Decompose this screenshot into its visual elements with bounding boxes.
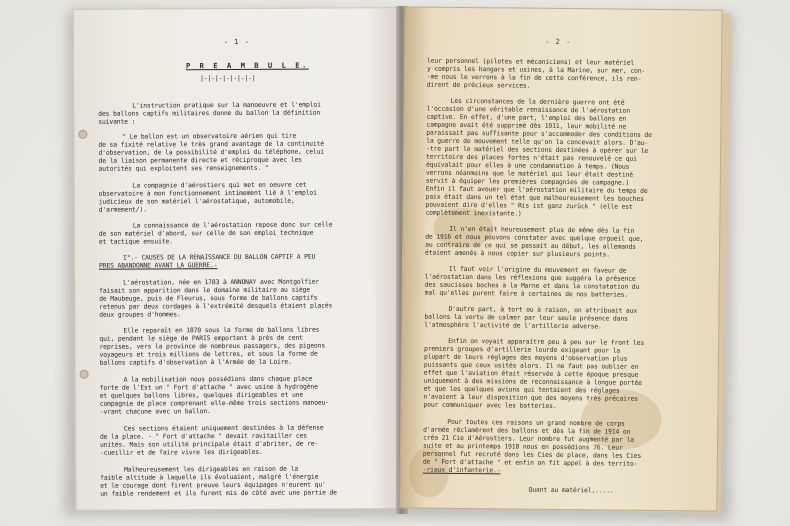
- page-number: - 1 -: [223, 37, 250, 47]
- closing-line: Quant au matériel,.....: [528, 485, 614, 495]
- text-line: -me nous le verrons à la fin de cette conférence, ils ren-: [426, 72, 642, 83]
- text-line: -riaux d'infanterie.-: [422, 465, 501, 475]
- text-line: deux groupes d'hommes.: [99, 310, 181, 319]
- text-line: au contraire de ce qui se passait au début, les allemands: [425, 240, 636, 251]
- text-line: Malheureusement les dirigeables en raison de la: [124, 464, 298, 474]
- text-line: dirent de précieux services.: [426, 80, 531, 90]
- text-line: servit à équiper les premières compagnies de campagne.): [425, 176, 630, 187]
- text-line: pour communiquer avec les batteries.: [423, 400, 557, 410]
- text-line: équivalait pour elles à une condamnation à temps. (Nous: [425, 160, 630, 171]
- text-line: mal qu'elles purent faire à certaines de nos batteries.: [424, 288, 629, 299]
- text-line: complètement inexistante.): [425, 208, 522, 218]
- title-decoration: |-|-|-|-|-|-|-|: [200, 73, 256, 83]
- text-line: étaient amenés à nous copier sur plusieurs points.: [425, 248, 610, 259]
- text-line: Enfin on voyait apparaître peu à peu sur le front les: [448, 336, 645, 347]
- text-line: Il n'en était heureusement plus de même dès la fin: [449, 224, 635, 235]
- text-line: paraissait pas suffisante pour s'accommoder des conditions de: [426, 128, 652, 139]
- text-line: effet que l'aviation était réservée à cette époque presque: [423, 368, 639, 379]
- text-line: L'aérostation, née en 1783 à ANNONAY avec Montgolfier: [123, 277, 320, 287]
- text-line: qui, pendant le siège de PARIS emportent à près de cent: [99, 333, 303, 343]
- text-line: suivante :: [98, 117, 136, 126]
- text-line: plupart de leurs réglages des moyens d'observation plus: [423, 352, 628, 363]
- text-line: de sa fixité relative le très grand avantage de la continuité: [98, 139, 324, 149]
- page-number: - 2 -: [545, 37, 572, 47]
- text-line: paix était dans un tel état que malheureusement les bouches: [425, 192, 644, 203]
- text-line: voyageurs et trois millions de lettres, et sous la forme de: [99, 349, 318, 359]
- text-line: la guerre de mouvement telle qu'on la concevait alors. D'au-: [426, 136, 649, 147]
- text-line: l'aérostation dans les réflexions que suggéra la présence: [424, 272, 636, 283]
- text-line: A la mobilisation nous possédions dans chaque place: [123, 374, 313, 384]
- text-line: l'occasion d'une véritable renaissance de l'aérostation: [426, 104, 630, 115]
- text-line: des saucisses boches à la Marne et dans la constatation du: [424, 280, 640, 291]
- text-line: judicieux de son matériel l'aérostatique, automobile,: [98, 196, 295, 206]
- text-line: de Maubeuge, puis de Fleurus, sous forme de ballons captifs: [99, 293, 318, 303]
- text-line: unités. Mais son utilité principale était d'abriter, de re-: [99, 439, 319, 449]
- text-line: de la liaison permanente directe et réciproque avec les: [98, 155, 302, 165]
- text-line: créa 21 Cie d'Aérostiers. Leur nombre fut augmenté par la: [423, 433, 634, 444]
- text-line: retenus par deux cordages à l'extrémité desquels étaient placés: [99, 301, 333, 311]
- text-line: et le courage dont firent preuve leurs équipages n'eurent qu': [100, 480, 326, 490]
- page-title: P R E A M B U L E.: [185, 60, 309, 71]
- text-line: n'avaient à leur disposition que des moyens très précaires: [423, 392, 639, 403]
- text-line: un faible rendement et ils furent mis de côté avec une partie de: [100, 488, 337, 498]
- text-line: de son matériel d'abord, sur celle de son emploi technique: [98, 228, 314, 238]
- text-line: et quelques ballons libres, quelques dirigeables et une: [99, 390, 304, 400]
- text-line: Elle reparaît en 1870 sous la forme de ballons libres: [123, 325, 320, 335]
- text-line: ballons la vertu de calmer par leur seule présence dans: [424, 312, 628, 323]
- text-line: de la place. - " Fort d'attache " devait ravitailler ces: [99, 431, 308, 441]
- text-line: d'armée réclamèrent des ballons et dès la fin de 1914 on: [423, 425, 631, 436]
- text-line: personnel fut recruté dans les Cies de place, dans les Cies: [422, 449, 642, 460]
- text-line: suite et au printemps 1918 nous en possédions 76. Leur: [422, 441, 623, 452]
- section-heading: PRES ABANDONNE AVANT LA GUERRE.-: [99, 261, 218, 270]
- text-line: puissants que ceux usités alors. Il ne faut pas oublier en: [423, 360, 639, 371]
- right-page: [399, 6, 722, 511]
- text-line: -vrant chacune avec un ballon.: [99, 407, 211, 416]
- text-line: -tre part le matériel des sections destinées à opérer sur le: [426, 144, 649, 155]
- text-line: premiers groupes d'artillerie lourde exigeant pour la: [424, 344, 621, 355]
- text-line: faisait son apparition dans le domaine militaire au siège: [99, 285, 310, 295]
- section-heading: I°.- CAUSES DE LA RENAISSANCE DU BALLON CAPTIF A PEU: [122, 252, 316, 262]
- text-line: captive. En effet, d'une part, l'emploi des ballons en: [426, 112, 627, 123]
- text-line: Pour toutes ces raisons un grand nombre de corps: [447, 417, 625, 428]
- text-line: compagnie de place comprenant elle-même trois sections manoeu-: [99, 398, 330, 408]
- text-line: " Le ballon est un observatoire aérien qui tire: [122, 131, 297, 141]
- text-line: l'atmosphère l'activité de l'artillerie adverse.: [424, 320, 602, 331]
- text-line: y compris les hangars et usines, à la Marine, sur mer, con-: [426, 64, 646, 75]
- text-line: Ces sections étaient uniquement destinées à la défense: [123, 423, 324, 433]
- text-line: uniquement à des missions de reconnaissance à longue portée: [423, 376, 642, 387]
- text-line: faible altitude à laquelle ils évoluaient, malgré l'énergie: [100, 472, 319, 482]
- text-line: verrons néanmoins que le matériel qui leur était destiné: [425, 168, 633, 179]
- left-page: [73, 7, 403, 511]
- text-line: campagne avait été supprimé dès 1911, leur mobilité ne: [426, 120, 627, 131]
- text-line: et que les quelques avions qui tentaient des réglages: [423, 384, 620, 395]
- text-line: territoire des places fortes n'était pas renouvelé ce qui: [426, 152, 637, 163]
- text-line: de 1916 et nous pouvons constater avec quelque orgueil que,: [425, 232, 644, 243]
- text-line: d'observation, de la possibilité d'emploi du téléphone, celui: [98, 147, 325, 157]
- text-line: des ballons captifs militaires donne du ballon la définition: [98, 108, 321, 118]
- text-line: et tactique ensuite.: [98, 237, 173, 246]
- text-line: Il faut voir l'origine du mouvement en faveur de: [448, 264, 627, 275]
- text-line: L'instruction pratique sur la manoeuvre et l'emploi: [132, 100, 321, 110]
- text-line: autorités qui exploitent ses renseignements. ": [98, 163, 269, 173]
- text-line: ballons captifs d'observation à l'Armée de la Loire.: [99, 357, 292, 367]
- text-line: pouvaient dire d'elles " Ris ist ganz zurück " (elle est: [425, 200, 633, 211]
- text-line: D'autre part, à tort ou à raison, on attribuait aux: [448, 304, 638, 315]
- text-line: reprises, vers la province de nombreux passagers, des pigeons: [99, 341, 326, 351]
- text-line: Enfin il faut avouer que l'aérostation militaire du temps de: [425, 184, 648, 195]
- right-page-text: [400, 7, 721, 510]
- text-line: La connaissance de l'aérostation repose donc sur celle: [132, 220, 333, 230]
- text-line: La compagnie d'aérostiers qui met en oeuvre cet: [132, 180, 307, 190]
- text-line: Les circonstances de la dernière guerre ont été: [450, 96, 625, 107]
- text-line: leur personnel (pilotes et mécaniciens) et leur matériel: [427, 56, 635, 67]
- text-line: observatoire à mon fonctionnement intimement lié à l'emploi: [98, 188, 317, 198]
- text-line: d'armement/).: [98, 205, 147, 214]
- text-line: de " Fort d'attache " et enfin on fit appel à des territo-: [422, 457, 638, 468]
- text-line: forte de l'Est un " Fort d'attache " avec usine à hydrogène: [99, 382, 318, 392]
- text-line: -cueillir et de faire vivre les dirigeables.: [99, 447, 263, 457]
- left-page-text: [74, 8, 402, 510]
